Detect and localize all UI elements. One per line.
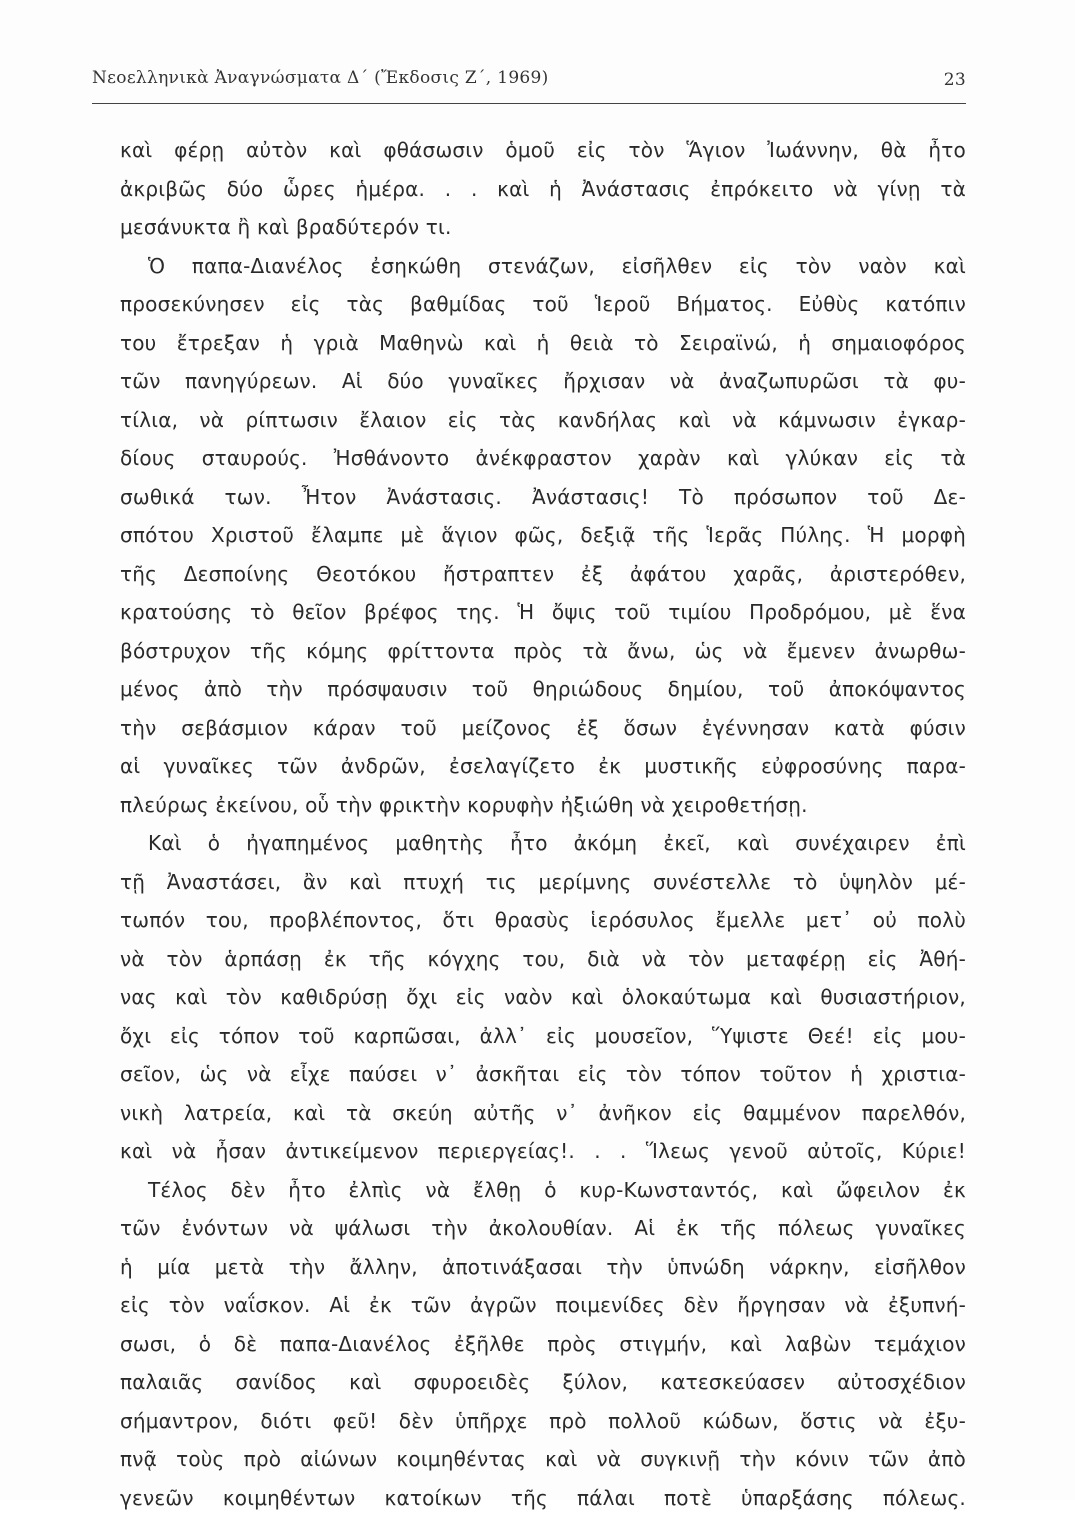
text-line: σεῖον, ὡς νὰ εἶχε παύσει ν᾽ ἀσκῆται εἰς τὸν τόπον τοῦτον ἡ χριστια-	[120, 1055, 966, 1094]
text-line: καὶ φέρῃ αὐτὸν καὶ φθάσωσιν ὁμοῦ εἰς τὸν Ἅγιον Ἰωάννην, θὰ ἦτο	[120, 131, 966, 170]
text-line: γενεῶν κοιμηθέντων κατοίκων τῆς πάλαι ποτὲ ὑπαρξάσης πόλεως.	[120, 1479, 966, 1517]
text-line: Ὁ παπα-Διανέλος ἐσηκώθη στενάζων, εἰσῆλθεν εἰς τὸν ναὸν καὶ	[120, 247, 966, 286]
text-line: σωσι, ὁ δὲ παπα-Διανέλος ἐξῆλθε πρὸς στιγμήν, καὶ λαβὼν τεμάχιον	[120, 1325, 966, 1364]
text-line: Τέλος δὲν ἦτο ἐλπὶς νὰ ἔλθῃ ὁ κυρ-Κωνσταντός, καὶ ὤφειλον ἐκ	[120, 1171, 966, 1210]
text-line: τωπόν του, προβλέποντος, ὅτι θρασὺς ἱερόσυλος ἔμελλε μετ᾽ οὐ πολὺ	[120, 901, 966, 940]
header-title: Νεοελληνικὰ Ἀναγνώσματα Δ΄ (Ἔκδοσις Ζ΄, 1969)	[92, 68, 549, 88]
text-line: βόστρυχον τῆς κόμης φρίττοντα πρὸς τὰ ἄνω, ὡς νὰ ἔμενεν ἀνωρθω-	[120, 632, 966, 671]
text-line: πνᾷ τοὺς πρὸ αἰώνων κοιμηθέντας καὶ νὰ συγκινῇ τὴν κόνιν τῶν ἀπὸ	[120, 1440, 966, 1479]
text-line: τῶν πανηγύρεων. Αἱ δύο γυναῖκες ἤρχισαν νὰ ἀναζωπυρῶσι τὰ φυ-	[120, 362, 966, 401]
text-line: τῶν ἐνόντων νὰ ψάλωσι τὴν ἀκολουθίαν. Αἱ ἐκ τῆς πόλεως γυναῖκες	[120, 1209, 966, 1248]
text-line: ἡ μία μετὰ τὴν ἄλλην, ἀποτινάξασαι τὴν ὑπνώδη νάρκην, εἰσῆλθον	[120, 1248, 966, 1287]
running-header	[92, 68, 966, 102]
text-line: Καὶ ὁ ἠγαπημένος μαθητὴς ἦτο ἀκόμη ἐκεῖ, καὶ συνέχαιρεν ἐπὶ	[120, 824, 966, 863]
text-line: προσεκύνησεν εἰς τὰς βαθμίδας τοῦ Ἱεροῦ Βήματος. Εὐθὺς κατόπιν	[120, 285, 966, 324]
text-line: μένος ἀπὸ τὴν πρόσψαυσιν τοῦ θηριώδους δημίου, τοῦ ἀποκόψαντος	[120, 670, 966, 709]
text-line: εἰς τὸν ναΐσκον. Αἱ ἐκ τῶν ἀγρῶν ποιμενίδες δὲν ἤργησαν νὰ ἐξυπνή-	[120, 1286, 966, 1325]
text-line: τῆς Δεσποίνης Θεοτόκου ἤστραπτεν ἐξ ἀφάτου χαρᾶς, ἀριστερόθεν,	[120, 555, 966, 594]
text-line: του ἔτρεξαν ἡ γριὰ Μαθηνὼ καὶ ἡ θειὰ τὸ Σειραϊνώ, ἡ σημαιοφόρος	[120, 324, 966, 363]
body-text	[120, 131, 966, 1517]
text-line: μεσάνυκτα ἢ καὶ βραδύτερόν τι.	[120, 208, 966, 247]
text-line: σωθικά των. Ἦτον Ἀνάστασις. Ἀνάστασις! Τὸ πρόσωπον τοῦ Δε-	[120, 478, 966, 517]
text-line: νας καὶ τὸν καθιδρύσῃ ὄχι εἰς ναὸν καὶ ὁλοκαύτωμα καὶ θυσιαστήριον,	[120, 978, 966, 1017]
text-line: σπότου Χριστοῦ ἔλαμπε μὲ ἅγιον φῶς, δεξιᾷ τῆς Ἱερᾶς Πύλης. Ἡ μορφὴ	[120, 516, 966, 555]
text-line: τίλια, νὰ ρίπτωσιν ἔλαιον εἰς τὰς κανδήλας καὶ νὰ κάμνωσιν ἐγκαρ-	[120, 401, 966, 440]
text-line: σήμαντρον, διότι φεῦ! δὲν ὑπῆρχε πρὸ πολλοῦ κώδων, ὅστις νὰ ἐξυ-	[120, 1402, 966, 1441]
text-line: τῇ Ἀναστάσει, ἂν καὶ πτυχή τις μερίμνης συνέστελλε τὸ ὑψηλὸν μέ-	[120, 863, 966, 902]
text-line: πλεύρως ἐκείνου, οὗ τὴν φρικτὴν κορυφὴν ἠξιώθη νὰ χειροθετήσῃ.	[120, 786, 966, 825]
text-line: αἱ γυναῖκες τῶν ἀνδρῶν, ἐσελαγίζετο ἐκ μυστικῆς εὐφροσύνης παρα-	[120, 747, 966, 786]
text-line: νὰ τὸν ἁρπάσῃ ἐκ τῆς κόγχης του, διὰ νὰ τὸν μεταφέρῃ εἰς Ἀθή-	[120, 940, 966, 979]
text-line: παλαιᾶς σανίδος καὶ σφυροειδὲς ξύλον, κατεσκεύασεν αὐτοσχέδιον	[120, 1363, 966, 1402]
text-line: καὶ νὰ ἦσαν ἀντικείμενον περιεργείας!. . . Ἵλεως γενοῦ αὐτοῖς, Κύριε!	[120, 1132, 966, 1171]
text-line: τὴν σεβάσμιον κάραν τοῦ μείζονος ἐξ ὅσων ἐγέννησαν κατὰ φύσιν	[120, 709, 966, 748]
header-rule	[92, 103, 966, 104]
text-line: δίους σταυρούς. Ἠσθάνοντο ἀνέκφραστον χαρὰν καὶ γλύκαν εἰς τὰ	[120, 439, 966, 478]
text-line: κρατούσης τὸ θεῖον βρέφος της. Ἡ ὄψις τοῦ τιμίου Προδρόμου, μὲ ἕνα	[120, 593, 966, 632]
text-line: νικὴ λατρεία, καὶ τὰ σκεύη αὐτῆς ν᾽ ἀνῆκον εἰς θαμμένον παρελθόν,	[120, 1094, 966, 1133]
text-line: ἀκριβῶς δύο ὧρες ἡμέρα. . . καὶ ἡ Ἀνάστασις ἐπρόκειτο νὰ γίνῃ τὰ	[120, 170, 966, 209]
page-number: 23	[944, 70, 966, 90]
text-line: ὄχι εἰς τόπον τοῦ καρπῶσαι, ἀλλ᾽ εἰς μουσεῖον, Ὕψιστε Θεέ! εἰς μου-	[120, 1017, 966, 1056]
